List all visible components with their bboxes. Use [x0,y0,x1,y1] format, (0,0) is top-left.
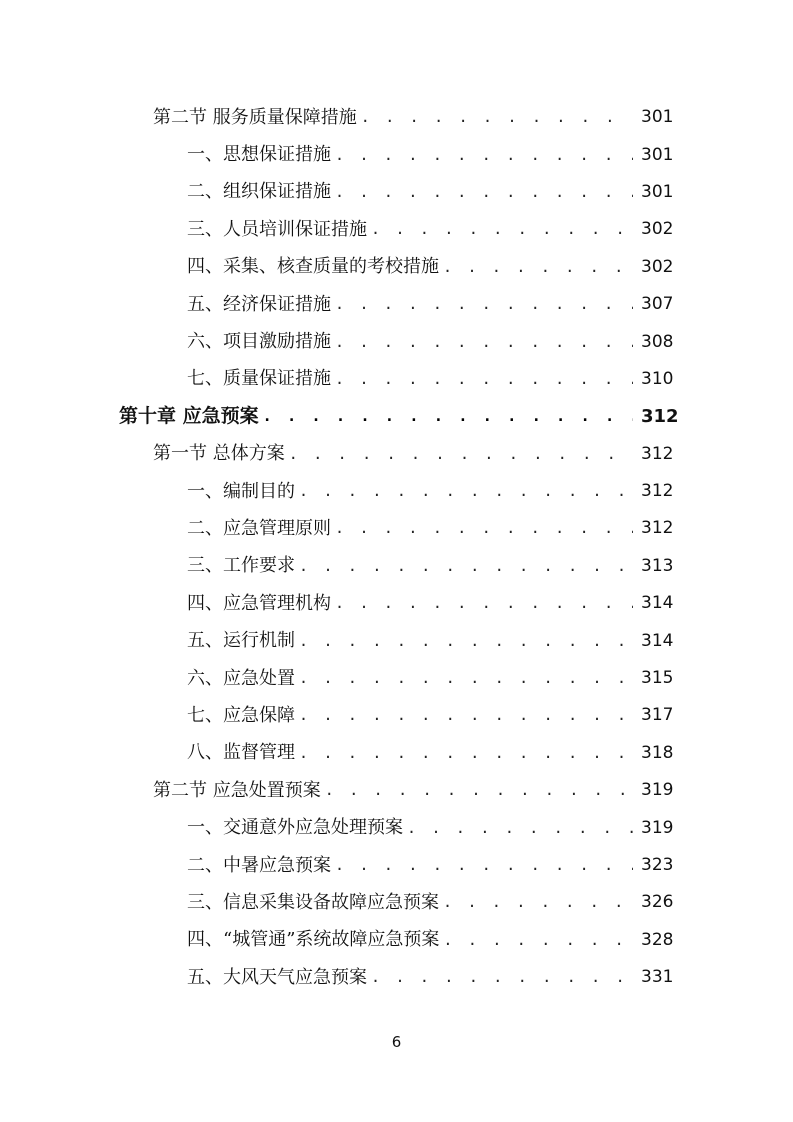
toc-entry-label: 第一节 总体方案 [153,443,285,465]
toc-entry-page: 319 [641,817,674,838]
toc-entry-page: 318 [641,742,674,763]
toc-entry-page: 328 [641,929,674,950]
toc-entry-page: 301 [641,181,674,202]
dot-leader [263,409,633,424]
dot-leader [299,559,633,574]
toc-entry-page: 323 [641,855,674,875]
toc-entry[interactable] [0,473,793,510]
toc-entry[interactable] [0,922,793,959]
toc-entry-label: 五、经济保证措施 [187,293,331,315]
page-number: 6 [391,1033,402,1051]
toc-entry-label: 六、项目激励措施 [187,331,331,353]
toc-entry-page: 312 [641,443,674,464]
dot-leader [335,297,633,312]
toc-entry-label: 七、应急保障 [187,704,295,726]
toc-entry[interactable] [0,548,793,585]
dot-leader [299,634,633,649]
toc-entry[interactable] [0,249,793,286]
toc-entry-page: 308 [641,331,674,352]
toc-entry-label: 三、信息采集设备故障应急预案 [187,891,439,913]
toc-entry[interactable] [0,735,793,772]
toc-entry-label: 第二节 服务质量保障措施 [153,106,357,128]
toc-entry-label: 五、运行机制 [187,630,295,652]
toc-entry-page: 312 [641,481,674,502]
toc-entry-label: 第二节 应急处置预案 [153,779,321,801]
toc-entry-label: 一、交通意外应急处理预案 [187,817,403,839]
toc-entry-label: 四、采集、核查质量的考校措施 [187,256,439,278]
toc-entry[interactable] [0,809,793,846]
dot-leader [335,372,633,387]
toc-entry-page: 314 [641,593,674,614]
toc-chapter-entry[interactable] [0,398,793,435]
toc-entry[interactable] [0,174,793,211]
dot-leader [443,260,633,275]
toc-entry-page: 313 [641,555,674,576]
dot-leader [335,185,633,200]
toc-entry-page: 310 [641,368,674,389]
toc-entry[interactable] [0,660,793,697]
toc-entry[interactable] [0,323,793,360]
toc-entry-label: 二、中暑应急预案 [187,854,331,876]
dot-leader [371,222,633,237]
toc-entry-page: 301 [641,144,674,165]
toc-entry-label: 二、应急管理原则 [187,517,331,539]
toc-entry-page: 301 [641,107,674,128]
toc-entry[interactable] [0,136,793,173]
dot-leader [335,858,633,873]
toc-entry-label: 六、应急处置 [187,667,295,689]
dot-leader [335,521,633,536]
dot-leader [289,447,633,462]
dot-leader [371,970,633,985]
dot-leader [335,596,633,611]
toc-entry[interactable] [0,847,793,884]
toc-entry-page: 317 [641,705,674,726]
toc-entry-page: 312 [641,405,679,427]
dot-leader [299,484,633,499]
dot-leader [335,335,633,350]
toc-entry[interactable] [0,510,793,547]
toc-entry-label: 三、人员培训保证措施 [187,218,367,240]
toc-entry[interactable] [0,772,793,809]
toc-entry[interactable] [0,436,793,473]
toc-entry-label: 三、工作要求 [187,555,295,577]
dot-leader [407,821,633,836]
dot-leader [443,895,633,910]
dot-leader [299,746,633,761]
dot-leader [443,933,633,948]
toc-entry-label: 八、监督管理 [187,742,295,764]
toc-entry-page: 326 [641,892,674,913]
toc-entry-label: 一、编制目的 [187,480,295,502]
toc-entry-label: 五、大风天气应急预案 [187,966,367,988]
toc-entry[interactable] [0,211,793,248]
toc-entry[interactable] [0,585,793,622]
table-of-contents [0,99,793,996]
toc-entry-label: 四、应急管理机构 [187,592,331,614]
toc-entry[interactable] [0,697,793,734]
dot-leader [299,671,633,686]
toc-entry[interactable] [0,361,793,398]
dot-leader [299,708,633,723]
toc-entry-label: 一、思想保证措施 [187,144,331,166]
toc-entry[interactable] [0,884,793,921]
toc-entry[interactable] [0,959,793,996]
toc-entry-page: 331 [641,967,674,988]
toc-entry-page: 314 [641,630,674,651]
toc-entry[interactable] [0,622,793,659]
toc-entry-label: 七、质量保证措施 [187,368,331,390]
dot-leader [325,783,633,798]
toc-entry-page: 319 [641,780,674,801]
toc-entry-page: 307 [641,294,674,315]
toc-entry[interactable] [0,99,793,136]
toc-entry-page: 312 [641,518,674,539]
dot-leader [361,110,633,125]
toc-entry-page: 315 [641,668,674,689]
toc-entry-page: 302 [641,256,674,277]
toc-entry-label: 二、组织保证措施 [187,181,331,203]
toc-entry[interactable] [0,286,793,323]
toc-entry-label: 四、“城管通”系统故障应急预案 [187,929,440,951]
dot-leader [335,148,633,163]
toc-entry-page: 302 [641,219,674,240]
toc-entry-label: 第十章 应急预案 [119,405,259,428]
